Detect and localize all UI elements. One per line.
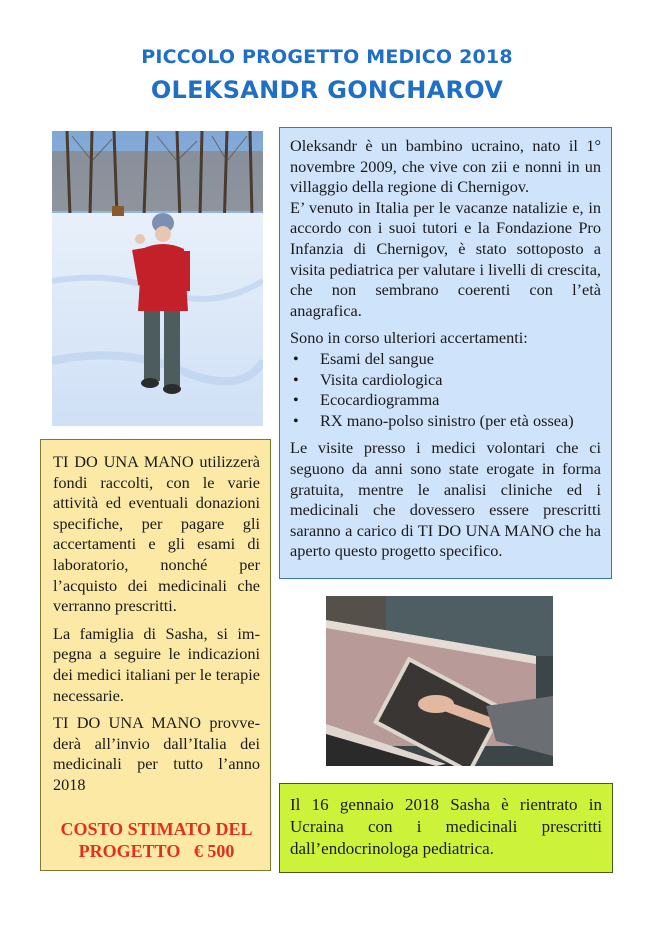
- funding-box: [40, 439, 271, 871]
- bullet-icon: •: [293, 369, 299, 389]
- return-status-box: [279, 783, 613, 873]
- funding-paragraph: TI DO UNA MANO utilizzerà fondi raccolti, con le varie attività ed eventuali donazioni specifiche, per pagare gli accertamenti e gli esami di laboratorio, nonché per l’acquisto dei medicinali che verranno prescritti.: [53, 452, 260, 616]
- cost-label: COSTO STIMATO DEL: [60, 818, 253, 839]
- shipping-paragraph: TI DO UNA MANO provvederà all’invio dall’Italia dei medicinali per tutto l’anno 2018: [53, 713, 260, 794]
- list-item: • Ecocardiogramma: [293, 390, 440, 410]
- cost-value: PROGETTO € 500: [78, 840, 235, 861]
- child-description-box: [279, 127, 612, 579]
- bullet-icon: •: [293, 410, 299, 430]
- visit-paragraph: E’ venuto in Italia per le vacanze natalizie e, in accordo con i suoi tutori e la Fondazione Pro Infanzia di Chernigov, è stato sottoposto a visita pediatrica per valutare i livelli di crescita, che non sembrano coerenti con l’età anagrafica.: [290, 197, 601, 320]
- bullet-icon: •: [293, 390, 299, 410]
- exams-intro: Sono in corso ulteriori accertamenti:: [290, 328, 528, 348]
- child-in-snow-photo: [52, 131, 263, 426]
- family-paragraph: La famiglia di Sasha, si impegna a seguire le indicazioni dei medici italiani per le terapie necessarie.: [53, 623, 260, 705]
- estimated-cost: [53, 818, 260, 862]
- hand-on-xray-plate-photo: [326, 596, 553, 766]
- bullet-icon: •: [293, 348, 299, 368]
- list-item: • Visita cardiologica: [293, 369, 443, 389]
- list-item: • Esami del sangue: [293, 348, 434, 368]
- list-item: • RX mano-polso sinistro (per età ossea): [293, 410, 574, 430]
- costs-paragraph: Le visite presso i medici volontari che ci seguono da anni sono state erogate in forma gratuita, mentre le analisi cliniche ed i medicinali che dovessero essere prescritti saranno a carico di TI DO UNA MANO che ha aperto questo progetto specifico.: [290, 438, 601, 561]
- child-intro-paragraph: Oleksandr è un bambino ucraino, nato il 1° novembre 2009, che vive con zii e nonni in un villaggio della regione di Chernigov.: [290, 136, 601, 197]
- exams-list: [290, 349, 601, 431]
- child-name-title: OLEKSANDR GONCHAROV: [150, 76, 504, 104]
- return-status-text: Il 16 gennaio 2018 Sasha è rientrato in Ucraina con i medicinali prescritti dall’endocrinologa pediatrica.: [290, 795, 602, 858]
- project-title: PICCOLO PROGETTO MEDICO 2018: [141, 46, 513, 68]
